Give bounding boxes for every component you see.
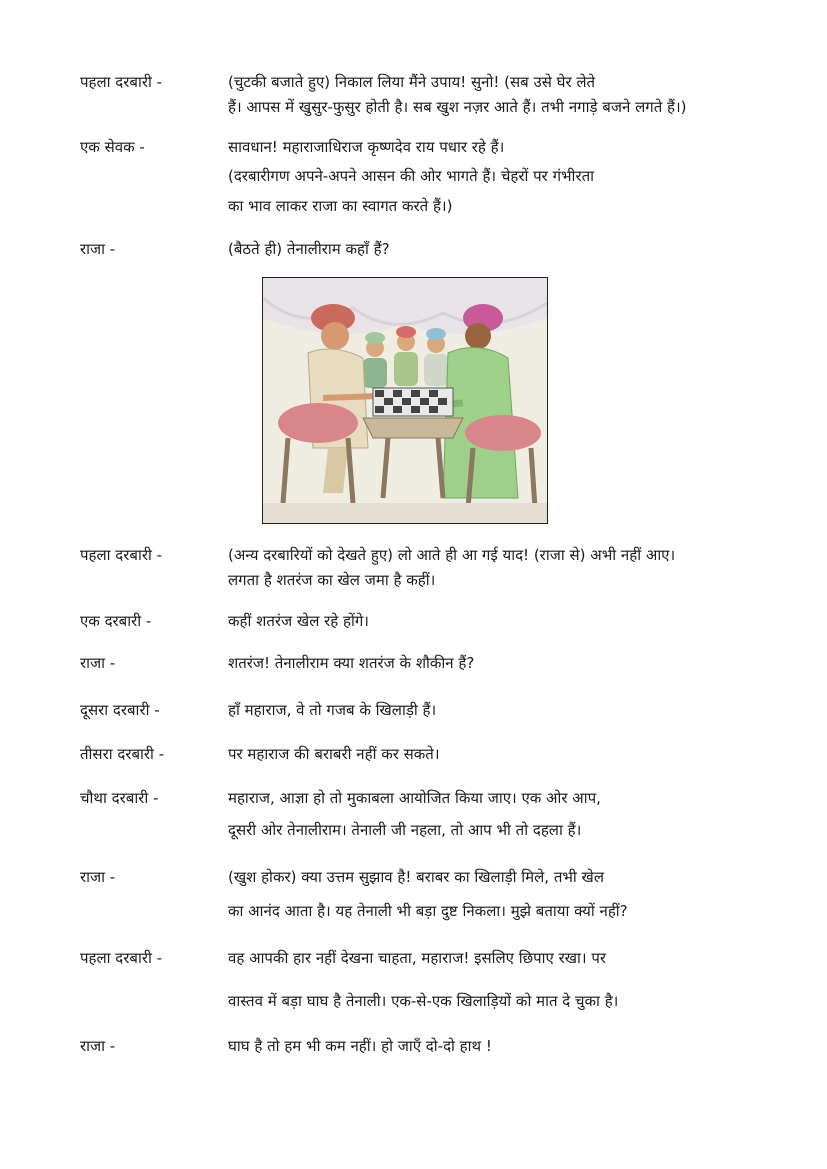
dialogue-line: महाराज, आज्ञा हो तो मुकाबला आयोजित किया जाए। एक ओर आप,: [228, 789, 601, 807]
dialogue-line: लगता है शतरंज का खेल जमा है कहीं।: [228, 571, 436, 589]
speaker-label: राजा -: [80, 868, 116, 886]
dialogue-line: हाँ महाराज, वे तो गजब के खिलाड़ी हैं।: [228, 701, 437, 719]
chess-scene-image: [263, 278, 547, 523]
dialogue-line: घाघ है तो हम भी कम नहीं। हो जाएँ दो-दो हाथ !: [228, 1037, 492, 1055]
dialogue-line: का आनंद आता है। यह तेनाली भी बड़ा दुष्ट निकला। मुझे बताया क्यों नहीं?: [228, 902, 628, 920]
dialogue-line: शतरंज! तेनालीराम क्या शतरंज के शौकीन हैं?: [228, 654, 475, 672]
dialogue-line: पर महाराज की बराबरी नहीं कर सकते।: [228, 745, 440, 763]
speaker-label: पहला दरबारी -: [80, 73, 163, 91]
speaker-label: एक दरबारी -: [80, 612, 152, 630]
speaker-label: चौथा दरबारी -: [80, 789, 159, 807]
speaker-label: राजा -: [80, 1037, 116, 1055]
dialogue-line: (बैठते ही) तेनालीराम कहाँ हैं?: [228, 240, 390, 258]
dialogue-line: हैं। आपस में खुसुर-फुसुर होती है। सब खुश नज़र आते हैं। तभी नगाड़े बजने लगते हैं।): [228, 98, 687, 116]
dialogue-line: दूसरी ओर तेनालीराम। तेनाली जी नहला, तो आप भी तो दहला हैं।: [228, 821, 582, 839]
speaker-label: पहला दरबारी -: [80, 949, 163, 967]
dialogue-line: (चुटकी बजाते हुए) निकाल लिया मैंने उपाय! सुनो! (सब उसे घेर लेते: [228, 73, 596, 91]
dialogue-line: कहीं शतरंज खेल रहे होंगे।: [228, 612, 369, 630]
dialogue-line: (दरबारीगण अपने-अपने आसन की ओर भागते हैं। चेहरों पर गंभीरता: [228, 167, 595, 185]
speaker-label: पहला दरबारी -: [80, 546, 163, 564]
dialogue-line: का भाव लाकर राजा का स्वागत करते हैं।): [228, 197, 453, 215]
dialogue-line: सावधान! महाराजाधिराज कृष्णदेव राय पधार रहे हैं।: [228, 138, 505, 156]
dialogue-line: वह आपकी हार नहीं देखना चाहता, महाराज! इसलिए छिपाए रखा। पर: [228, 949, 606, 967]
speaker-label: तीसरा दरबारी -: [80, 745, 165, 763]
chess-game-illustration: [262, 277, 548, 524]
speaker-label: राजा -: [80, 240, 116, 258]
speaker-label: दूसरा दरबारी -: [80, 701, 160, 719]
dialogue-line: (अन्य दरबारियों को देखते हुए) लो आते ही आ गई याद! (राजा से) अभी नहीं आए।: [228, 546, 676, 564]
dialogue-line: (खुश होकर) क्या उत्तम सुझाव है! बराबर का खिलाड़ी मिले, तभी खेल: [228, 868, 605, 886]
speaker-label: राजा -: [80, 654, 116, 672]
dialogue-line: वास्तव में बड़ा घाघ है तेनाली। एक-से-एक खिलाड़ियों को मात दे चुका है।: [228, 992, 619, 1010]
speaker-label: एक सेवक -: [80, 138, 145, 156]
